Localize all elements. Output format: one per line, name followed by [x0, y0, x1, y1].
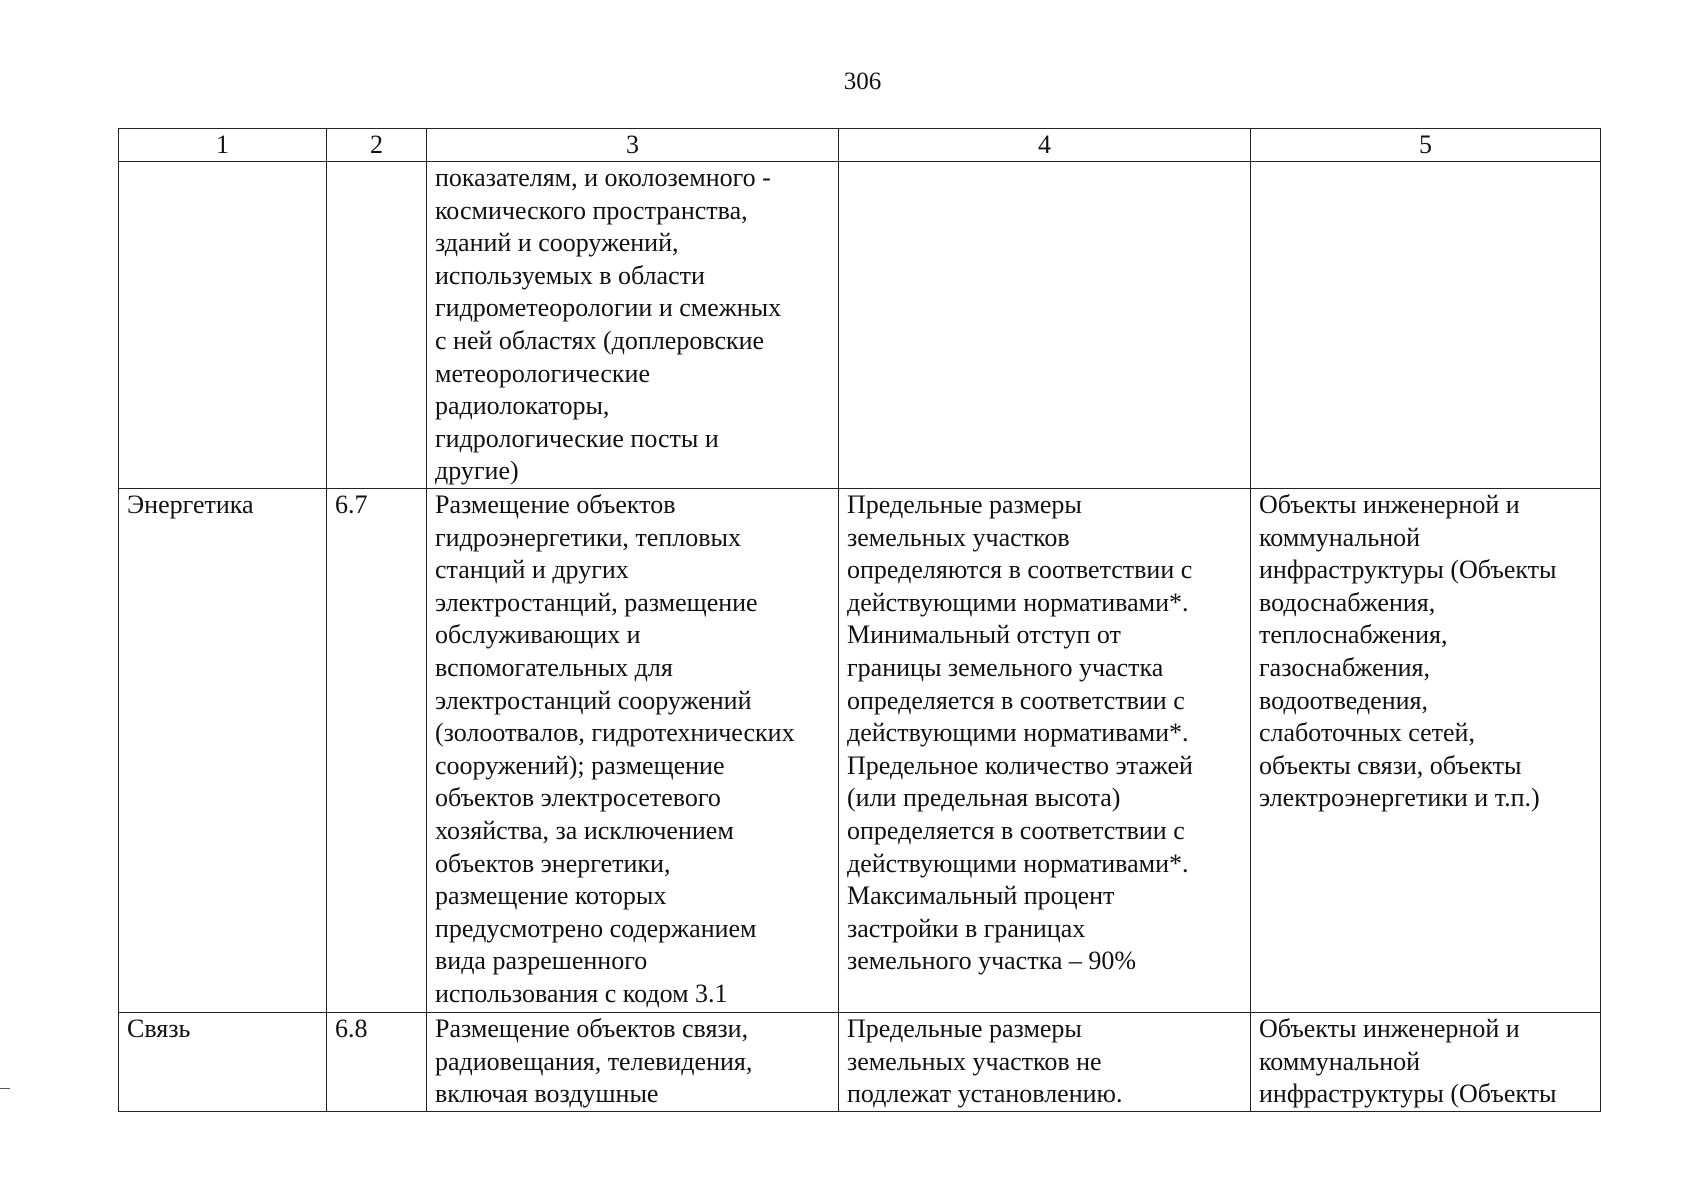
table-row — [119, 162, 1601, 489]
cell-text: 6.7 — [335, 490, 368, 519]
cell-use-type — [119, 1013, 327, 1112]
table-body — [119, 162, 1601, 1112]
scan-edge-mark — [0, 1088, 10, 1089]
table-row — [119, 1013, 1601, 1112]
cell-text: Предельные размеры земельных участков не подлежат установлению. — [847, 1014, 1123, 1109]
cell-text: Размещение объектов гидроэнергетики, тепловых станций и других электростанций, размещение обслуживающих и вспомогательных для электростанций сооружений (золоотвалов, гидротехнических сооружений); размещение объектов электросетевого хозяйства, за исключением объектов энергетики, размещение которых предусмотрено содержанием вида разрешенного использования с кодом 3.1 — [435, 490, 795, 1008]
cell-description — [427, 162, 839, 489]
cell-text: 6.8 — [335, 1014, 368, 1043]
cell-description — [427, 1013, 839, 1112]
cell-text: Объекты инженерной и коммунальной инфраструктуры (Объекты водоснабжения, теплоснабжения, газоснабжения, водоотведения, слаботочных сетей, объекты связи, объекты электроэнергетики и т.п.) — [1259, 490, 1557, 813]
cell-objects — [1251, 489, 1601, 1013]
cell-text: Энергетика — [127, 490, 254, 519]
cell-objects — [1251, 1013, 1601, 1112]
cell-description — [427, 489, 839, 1013]
cell-use-type — [119, 489, 327, 1013]
cell-use-type — [119, 162, 327, 489]
cell-text: Объекты инженерной и коммунальной инфраструктуры (Объекты — [1259, 1014, 1557, 1109]
column-header-4: 4 — [839, 129, 1251, 162]
header-row — [119, 129, 1601, 162]
zoning-table — [118, 128, 1601, 1112]
table-header — [119, 129, 1601, 162]
cell-text: Предельные размеры земельных участков определяются в соответствии с действующими нормативами*. Минимальный отступ от границы земельного участка определяется в соответствии с действующими нормативами*. Предельное количество этажей (или предельная высота) определяется в соответствии с действующими нормативами*. Максимальный процент застройки в границах земельного участка – 90% — [847, 490, 1193, 976]
table-row — [119, 489, 1601, 1013]
cell-parameters — [839, 1013, 1251, 1112]
cell-objects — [1251, 162, 1601, 489]
cell-parameters — [839, 162, 1251, 489]
cell-code — [327, 162, 427, 489]
cell-parameters — [839, 489, 1251, 1013]
column-header-1: 1 — [119, 129, 327, 162]
column-header-5: 5 — [1251, 129, 1601, 162]
column-header-3: 3 — [427, 129, 839, 162]
cell-text: показателям, и околоземного - космического пространства, зданий и сооружений, используемых в области гидрометеорологии и смежных с ней областях (доплеровские метеорологические радиолокаторы, гидрологические посты и другие) — [435, 163, 782, 486]
cell-text: Связь — [127, 1014, 191, 1043]
column-header-2: 2 — [327, 129, 427, 162]
cell-text: Размещение объектов связи, радиовещания, телевидения, включая воздушные — [435, 1014, 753, 1109]
cell-code — [327, 1013, 427, 1112]
page-number: 306 — [843, 68, 882, 95]
cell-code — [327, 489, 427, 1013]
